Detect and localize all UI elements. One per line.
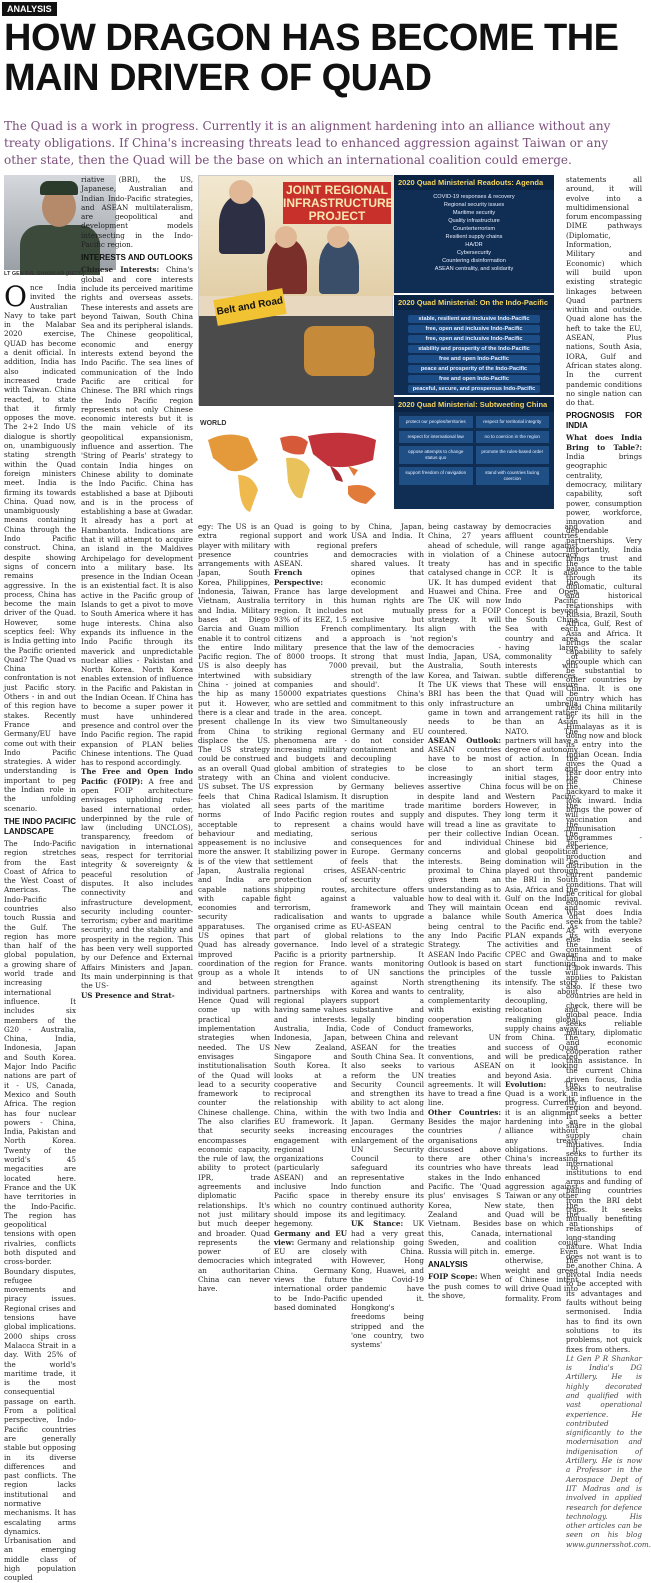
- agenda-item: Cybersecurity: [456, 250, 492, 256]
- indo-pacific-item: free, open and inclusive Indo-Pacific: [408, 335, 540, 343]
- col2-paragraph-1: riative (BRI), the US, Japanese, Australian and Indian Indo-Pacific strategies, and ASEAN multilateralism, are geopolitical and development models intersecting in the Indo-Pacific region.: [81, 175, 193, 250]
- article-column-1: [4, 280, 76, 1583]
- standfirst: The Quad is a work in progress. Currently it is an alignment hardening into an alliance without any treaty obligations. If China's increasing threats lead to enhanced aggression against Taiwan or any other state, then the Quad will be the base on which an international coalition could emerge.: [4, 119, 611, 167]
- col4-paragraph-2: France has large territory in this region. It includes 93% of its EEZ, 1.5 million French citizens and a military presence of 8000 troops. It has 7000 subsidiary companies and 150000 expatriates who are settled and trade in the area. In its view two striking regional phenomena are - increasing military and budgets and global ambition of China and violent expression by Radical Islamism. It sees parts of the Indo Pacific region to represent a mediating, inclusive and stabilizing power in settlement of regional crises, protection of shipping routes, fight against terrorism, radicalisation and organised crime as part of global governance. Indo Pacific is a priority region for France. It intends to strengthen partnerships with regional players having same values and interests. Australia, India, Indonesia, Japan, New Zealand, Singapore and South Korea. It looks at a cooperative and reciprocal relationship with China, within the EU framework. It seeks increasing engagement with regional organizations (particularly ASEAN) and an inclusive Indo Pacific space in which no country should impose its hegemony.: [274, 587, 347, 1229]
- info-panel-title: 2020 Quad Ministerial: On the Indo-Pacific: [394, 295, 554, 310]
- indo-pacific-item: free and open Indo-Pacific: [408, 375, 540, 383]
- agenda-item: Maritime security: [452, 210, 496, 216]
- indo-pacific-item: peace and prosperity of the Indo-Pacific: [408, 365, 540, 373]
- col6-lead-3: FOIP Scope:: [428, 1272, 478, 1282]
- subtweet-item: stand with countries facing coercion: [476, 467, 550, 485]
- indo-pacific-item: peaceful, secure, and prosperous Indo-Pacific: [408, 385, 540, 393]
- col2-lead-1: Chinese Interests:: [81, 265, 160, 275]
- col2-subhead-2: US Presence and Strat-: [81, 990, 175, 1000]
- subtweet-item: respect for international law: [399, 431, 473, 443]
- article-column-4: [274, 522, 347, 1312]
- col6-lead-2: Other Countries:: [428, 1107, 501, 1117]
- indo-pacific-item: stability and prosperity of the Indo-Pacific: [408, 345, 540, 353]
- indo-pacific-item: free, open and inclusive Indo-Pacific: [408, 325, 540, 333]
- col1-paragraph-1: nce India invited the Australian Navy to take part in the Malabar 2020 exercise, QUAD has become a denit official. In addition, India has also indicated increased trade with Taiwan. China reacted, to state that it firmly opposes the move. The 2+2 Indo US dialogue is shortly on, unambiguously stating strength within the Quad foreign ministers meet. India is firming its towards China. Quad now, unambiguously means containing China through the Indo Pacific construct. China, despite showing signs of concern remains aggressive. In the process, China has become the main driver of the Quad. However, some sceptics feel: Why is India getting into the Pacific oriented Quad? The Quad vs China confrontation is not just Pacific story. Others - in and out of this region have stakes. Recently France and Germany/EU have come out with their Indo Pacific strategies. A wider understanding is important to peg the Indian role in the unfolding scenario.: [4, 283, 76, 813]
- info-panel-title: 2020 Quad Ministerial Readouts: Agenda: [394, 175, 554, 190]
- author-bio: Lt Gen P R Shankar is India's DG Artillery. He is highly decorated and qualified with vast operational experience. He contributed significantly to the modernisation and indigenisation of Artillery. He is now a Professor in the Aerospace Dept of IIT Madras and is involved in applied research for defence technology. His other articles can be seen on his blog www.gunnersshot.com.: [566, 1353, 651, 1549]
- col2-paragraph-2: China's global and core interests include its perceived maritime rights and overseas assets. These interests and assets are beyond Taiwan, South China Sea and its peripheral islands. The Chinese geopolitical, economic and energy interests extend beyond the Indo Pacific. The sea lines of communication of the Indo Pacific are critical for Chinese. The BRI which rings the Indo Pacific region represents not only Chinese economic interests but it is the main vehicle of its geopolitical expansionism, influence and assertion. The 'String of Pearls' strategy to contain India hinges on Chinese ability to dominate the Indo Pacific. China has established a base at Djibouti and is in the process of establishing a base at Gwadar. It already has a port at Hambantota. Indications are that it will attempt to acquire an island in the Maldives Archipelago for development into a military base. Its presence in the Indian Ocean is an existential fact. It is also active in the Pacific group of Islands to get a pivot to move to South America where it has huge interests. China also expands its influence in the Indo Pacific through its maverick and unpredictable nuclear allies - Pakistan and North Korea. North Korea enables extension of influence in the Pacific and Pakistan in the Indian Ocean. If China has to become a super power it must have unhindered presence and control over the Indo Pacific region. The rapid expansion of PLAN belies Chinese intentions. The Quad has to respond accordingly.: [81, 265, 193, 768]
- subtweet-item: no to coercion in the region: [476, 431, 550, 443]
- col6-paragraph-3: Besides the major countries / organisations discussed above there are other countries who have stakes in the Indo Pacific. The 'Quad plus' envisages S Korea, New Zealand and Vietnam. Besides this, Canada, Sweden, and Russia will pitch in.: [428, 1117, 501, 1257]
- col6-lead-1: ASEAN Outlook:: [428, 735, 501, 745]
- col4-paragraph-1: Quad is going to support and work with regional countries and ASEAN.: [274, 522, 347, 569]
- col1-paragraph-2: The Indo-Pacific region stretches from the East Coast of Africa to the West Coast of Americas. The Indo-Pacific countries also touch Russia and the Gulf. The region has more than half of the global population, a growing share of world trade and increasing international influence. It includes six members of the G20 - Australia, China, India, Indonesia, Japan and South Korea. Major Indo Pacific nations are part of it - US, Canada, Mexico and South Africa. The region has four nuclear powers - China, India, Pakistan and North Korea. Twenty of the world's 45 megacities are located here. France and the UK have territories in the Indo-Pacific. The region has geopolitical tensions with open rivalries, conflicts both disputed and cross-border. Boundary disputes, refugee movements and piracy issues. Regional crises and tensions have global implications. 2000 ships cross Malacca Strait in a day. With 25% of the world's maritime trade, it is the most consequential passage on earth. From a political perspective, Indo-Pacific countries are generally stable but opposing in its diverse differences and past conflicts. The region lacks institutional and normative mechanisms. It has escalating arms dynamics. Urbanisation and an emerging middle class of high population coupled: [4, 838, 76, 1583]
- col8-subhead: PROGNOSIS FOR INDIA: [566, 411, 642, 431]
- col5-paragraph-2: UK had a very great relationship going with China. However, Hong Kong, Huawei, and the Covid-19 pandemic have upended it. Hongkong's freedoms being stripped and the 'one country, two systems': [351, 1219, 425, 1350]
- subtweet-item: respect for territorial integrity: [476, 416, 550, 428]
- article-column-5: [351, 522, 425, 1350]
- subtweet-item: promote the rules-based order: [476, 446, 550, 464]
- agenda-item: Counterterrorism: [453, 226, 495, 232]
- col2-paragraph-3: A free and open FOIP architecture envisages upholding rules-based international order, underpinned by the rule of law (including UNCLOS), transparency, freedom of navigation in international seas, respect for territorial integrity & sovereignty & peaceful resolution of disputes. It also includes connectivity and infrastructure development, security including counter-terrorism; cyber and maritime security; and the stability and prosperity in the region. This has been very well supported by our Defence and External Affairs Ministers and Japan. Its main underpinning is that the US-: [81, 776, 193, 991]
- col4-paragraph-3: Germany and EU are closely integrated with China. Germany views the future international order to be Indo-Pacific based dominated: [274, 1237, 347, 1312]
- indo-pacific-item: free and open Indo-Pacific: [408, 355, 540, 363]
- subtweet-item: support freedom of navigation: [399, 467, 473, 485]
- col7-paragraph-1: democracies and affluent countries will range against Chinese autocracy and in specific the CCP. It is also evident that the Free and Open Indo Pacific Concept is beyond the South China Sea with each country and area having large commonality of interests with subtle differences. These will ensure that Quad will be an umbrella arrangement rather than an Asian NATO. The partners will have a degree of autonomy of action. In the short term and initial stages, the focus will be on the Western Pacific. However, in the long term it will gravitate to the Indian Ocean. The Chinese bid for global geopolitical domination will be played out through the BRI in South Asia, Africa and the Gulf on the Indian Ocean end and South America on the Pacific end. As PLAN expands its activities and the CPEC and Gwadar start functioning, the tussle will intensify. The story is also about decoupling, relocation and realigning global supply chains away from China. The success of Quad will be predicated on it looking beyond Asia.: [505, 522, 578, 1080]
- col5-lead-1: UK Stance:: [351, 1219, 404, 1229]
- article-column-6: [428, 522, 501, 1301]
- author-caption: LT GEN P.R. SHANKAR (RETD): [4, 271, 85, 277]
- cartoon-banner: JOINT REGIONAL INFRASTRUCTURE PROJECT: [283, 183, 394, 223]
- belt-and-road-sign: Belt and Road: [213, 288, 286, 326]
- map-label: WORLD: [200, 420, 227, 427]
- col6-paragraph-2: ASEAN countries have to be most close to an increasingly assertive China despite land and maritime borders and disputes. They will tread a line as per their collective and individual concerns and interests. Being proximal to China gives them an understanding as to how to deal with it. They will maintain a balance while being central to any Indo Pacific Strategy. The ASEAN Indo Pacific Outlook is based on the principles of strengthening its centrality, complementarity with existing cooperation frameworks, relevant UN treaties and conventions, and various ASEAN treaties and agreements. It will have to tread a fine line.: [428, 745, 501, 1108]
- col5-paragraph-1: by China, Japan, USA and India. It prefers democracies with shared values. It opines that economic development and human rights are not mutually exclusive but complimentary. Its approach is 'not that the law of the strong that must prevail, but the strength of the law should'. It questions China's commitment to this concept. Simultaneously Germany and EU do not consider containment and decoupling strategies to be conducive. Germany believes disruption in maritime trade routes and supply chains would have serious consequences for Europe. Germany feels that the ASEAN-centric security architecture offers a valuable framework and wants to upgrade EU-ASEAN relations to the level of a strategic partnership. It wants monitoring of UN sanctions against North Korea and wants to support a substantive and legally binding Code of Conduct between China and ASEAN for the South China Sea. It also seeks to reform the UN Security Council and strengthen its ability to act along with two India and Japan. Germany encourages the enlargement of the UN Security Council to safeguard its representative function and thereby ensure its continued authority and legitimacy.: [351, 522, 424, 1219]
- section-tag: ANALYSIS: [2, 2, 57, 16]
- col8-paragraph-2: India brings geographic centrality, democracy, military capability, soft power, consumption power, workforce, innovation and dependable partnerships. Very importantly, India brings trust and balance to the table through its diplomatic, cultural and historical relationships with Russia, Brazil, South Africa, Gulf, Rest of Asia and Africa. It brings the scalar capability to safely decouple which can be substantial to other countries by China. It is one country which has held China militarily by its hill in the Himalayas as it is doing now and block its entry into the Indian Ocean. India gives the Quad a rear door entry into the Chinese backyard to make it look inward. India brings the power of vaccination and immunisation programmes - experience, production and distribution in the current pandemic conditions. That will be critical for global economic revival. What does India seek from the table? As with everyone else India seeks containment of China and to make it look inwards. This applies to Pakistan also. If these two countries are held in check, there will be global peace. India seeks reliable military, diplomatic and economic cooperation rather than assistance. In the current China driven focus, India seeks to neutralise its influence in the region and beyond. It seeks a better share in the global supply chain initiatives. India seeks to further its international institutions to end arms and funding of bailing countries from the BRI debt traps. It seeks mutually benefiting relationships of long-standing nature. What India does not want is to be another China. A pivotal India needs to be accepted with its advantages and faults without being sermonised. India has to find its own solutions to its problems, not quick fixes from others.: [566, 452, 642, 1354]
- col2-lead-2: The Free and Open Indo Pacific (FOIP):: [81, 767, 193, 786]
- col6-paragraph-4: When the push comes to the shove,: [428, 1272, 501, 1301]
- agenda-item: Quality infrastructure: [448, 218, 500, 224]
- subtweet-item: protect our peoples/territories: [399, 416, 473, 428]
- col6-paragraph-1: being castaway by China, 27 years ahead of schedule, in violation of a treaty has catalysed change in UK. It has dumped Huawei and China. The UK will now press for a FOIP strategy. It will align with the region's democracies - India, Japan, USA, Australia, South Korea, and Taiwan. The UK views that BRI has been the only infrastructure game in town and needs to be countered.: [428, 522, 501, 736]
- col8-lead-1: What does India Bring to Table?:: [566, 433, 642, 452]
- info-panel-indo-pacific: [394, 295, 554, 395]
- world-map: [198, 420, 393, 518]
- info-panel-title: 2020 Quad Ministerial: Subtweeting China: [394, 397, 554, 412]
- world-map-graphic: [198, 420, 393, 518]
- col4-lead-2: Germany and EU view:: [274, 1228, 347, 1247]
- agenda-item: COVID-19 responses & recovery: [433, 194, 515, 200]
- col7-lead-1: Evolution:: [505, 1079, 547, 1089]
- agenda-item: Regional security issues: [443, 202, 505, 208]
- drop-cap: O: [4, 280, 27, 313]
- col2-subhead: INTERESTS AND OUTLOOKS: [81, 253, 193, 263]
- col6-subhead: ANALYSIS: [428, 1260, 468, 1270]
- col8-paragraph-1: statements all around, it will evolve into a multidimensional forum encompassing DIME pathways (Diplomatic, Information, Military and Economic) which will build upon existing strategic linkages between Quad partners within and outside. Quad alone has the heft to take the EU, ASEAN, Plus nations, South Asia, IORA, Gulf and African states along. In the current pandemic conditions no single nation can do that.: [566, 175, 642, 408]
- agenda-item: Countering disinformation: [442, 258, 506, 264]
- col3-paragraph-1: egy: The US is an extra regional player with military presence arrangements with Japan, South Korea, Philippines, Indonesia, Taiwan, Vietnam, Australia and India. Military bases at Diego Garcia and Guam enable it to control the entire Indo Pacific region. The US is also deeply intertwined with China - joined at the hip as many put it. However, there is a clear and present challenge from China to displace the US. The US strategy could be construed as an overall Quad strategy with an US subset. The US feels that China has violated all norms of acceptable behaviour and appeasement is no more the answer. It is of the view that Japan, Australia and India are capable nations with capable economies and security apparatuses. The US opines that Quad has already improved coordination of the group as a whole and between individual partners. Hence Quad will come up with practical implementation strategies when needed. The US envisages institutionalisation of the Quad will lead to a security framework to counter the Chinese challenge. The also clarifies that security encompasses economic capacity, the rule of law, the ability to protect IPR, trade agreements and diplomatic relationships. It's not just military but much deeper and broader. Quad represents the power of democracies which an authoritarian China can never have.: [198, 522, 270, 1294]
- col4-lead-1: French Perspective:: [274, 568, 324, 587]
- article-column-2: [81, 175, 193, 1000]
- col1-subhead: THE INDO PACIFIC LANDSCAPE: [4, 816, 76, 836]
- article-column-3: [198, 522, 270, 1294]
- agenda-item: Resilient supply chains: [445, 234, 503, 240]
- headline: HOW DRAGON HAS BECOME THE MAIN DRIVER OF QUAD: [4, 17, 619, 99]
- subtweet-item: oppose attempts to change status quo: [399, 446, 473, 464]
- col7-paragraph-2: The Quad is a work in progress. Currently it is an alignment hardening into an alliance without any treaty obligations. If China's increasing threats lead to enhanced aggression against Taiwan or any other state, then the Quad will be the base on which an international coalition could emerge. Even otherwise, the weight and greed of Chinese intent will drive Quad into formality. From: [505, 1079, 579, 1303]
- agenda-item: HA/DR: [465, 242, 483, 248]
- indo-pacific-item: stable, resilient and inclusive Indo-Pacific: [408, 315, 540, 323]
- info-panel-subtweeting: [394, 397, 554, 509]
- article-column-8: [566, 175, 651, 1549]
- agenda-item: ASEAN centrality, and solidarity: [434, 266, 514, 272]
- info-panel-agenda: [394, 175, 554, 293]
- cartoon-illustration: [198, 175, 393, 405]
